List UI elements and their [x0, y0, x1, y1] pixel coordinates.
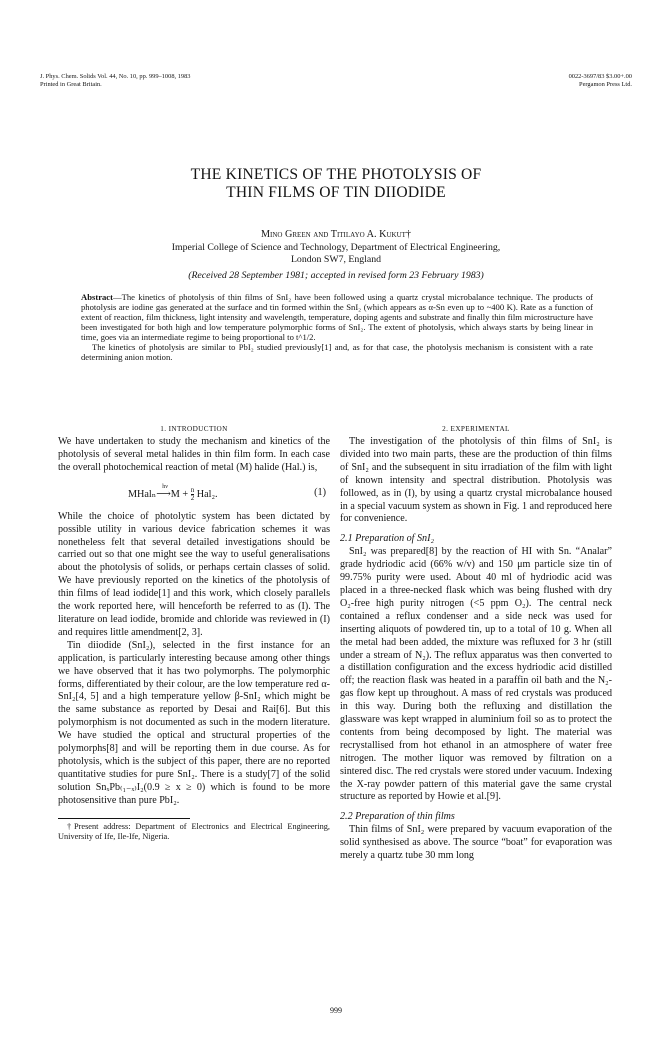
left-column [58, 424, 330, 842]
intro-paragraph-3: Tin diiodide (SnI₂), selected in the first instance for an application, is particularly interesting because among other things we have observed that it has two polymorphs. The polymorphic forms, differentiated by their colour, are the low temperature red α-SnI₂[4, 5] and a high temperature yellow β-SnI₂ which might be the same substance as reported by Desai and Rai[6]. But this polymorphism is not documented as such in the modern literature. We have studied the optical and structural properties of the polymorphs[8] and will be reporting them in due course. As for photolysis, which is the subject of this paper, there are no reported quantitative studies for pure SnI₂. There is a study[7] of the solid solution SnₓPb₍₁₋ₓ₎I₂(0.9 ≥ x ≥ 0) which is found to be more photosensitive than pure PbI₂. [58, 639, 330, 806]
reaction-arrow: hν ⟶ [156, 489, 171, 502]
article-code: 0022-3697/83 $3.00+.00 [568, 73, 632, 80]
equation-lhs: MHalₙ [128, 488, 157, 500]
received-dates: (Received 28 September 1981; accepted in revised form 23 February 1983) [188, 270, 484, 281]
equation-body [128, 483, 218, 502]
affiliation-line-2: London SW7, England [290, 254, 382, 265]
section-heading-introduction: 1. INTRODUCTION [160, 425, 228, 433]
subsection-heading-2-2: 2.2 Preparation of thin films [340, 811, 455, 823]
preparation-paragraph: SnI₂ was prepared[8] by the reaction of HI with Sn. “Analar” grade hydriodic acid (66% w/v) and 150 μm particle size tin of 99.75% purity were used. About 40 ml of hydriodic acid was placed in a three-necked flask which was being flushed with dry O₂-free high purity nitrogen (<5 ppm O₂). The central neck contained a reflux condenser and a side neck was used for inserting aliquots of powdered tin, up to a total of 10 g. When all the metal had been added, the mixture was refluxed for 3 hr (still under a stream of N₂). The reflux apparatus was then converted to a distillation configuration and the excess hydriodic acid distilled off; the reaction flask was heated in a paraffin oil bath and the N₂-gas flow kept up throughout. A mass of red crystals was produced in this way. During both the refluxing and distillation the glassware was kept wrapped in aluminium foil so as to protect the contents from being decomposed by light. The material was recrystallised from hot ethanol in an atmosphere of water free nitrogen. The mother liquor was removed by filtration on a sintered disc. The red crystals were stored under vacuum. Indexing the X-ray powder pattern of this material gave the same crystal structure as reported by Howie et al.[9]. [340, 546, 612, 803]
fraction-numerator: n [190, 485, 195, 494]
thin-films-paragraph: Thin films of SnI₂ were prepared by vacuum evaporation of the solid synthesised as above. The source “boat” for evaporation was merely a quartz tube 30 mm long [340, 824, 612, 862]
printed-location: Printed in Great Britain. [40, 81, 102, 89]
title-line-2: THIN FILMS OF TIN DIIODIDE [226, 184, 446, 201]
title-line-1: THE KINETICS OF THE PHOTOLYSIS OF [190, 166, 482, 183]
running-header-left [40, 73, 191, 90]
equation-number: (1) [314, 486, 326, 498]
author-list: Mino Green and Titilayo A. Kukut† [260, 229, 412, 240]
equation-halogen: Hal₂. [196, 488, 218, 500]
abstract-paragraph-2: The kinetics of photolysis are similar to PbI₂ studied previously[1] and, as for that case, the photolysis mechanism is consistent with a rate determining anion motion. [81, 341, 593, 362]
abstract-paragraph-1 [81, 293, 593, 343]
abstract-text-1: —The kinetics of photolysis of thin films of SnI₂ have been followed using a quartz crystal microbalance technique. The products of photolysis are iodine gas generated at the surface and tin formed within the SnI₂ (which appears as α-Sn even up to ~400 K). Rate as a function of extent of reaction, film thickness, light intensity and wavelength, temperature, doping agents and substrate and finally thin film microstructure have been investigated for both high and low temperature polymorphic forms of SnI₂. The extent of photolysis, which always starts by being linear in time, goes via an intermediate regime to being proportional to t^1/2. [81, 292, 593, 342]
intro-paragraph-2: While the choice of photolytic system has been dictated by possible utility in various device fabrication schemes it was nonetheless felt that several detailed investigations should be carried out so that one might see the way to useful generalisations about the photolysis of solids, or perhaps certain classes of solid. We have previously reported on the kinetics of the photolysis of thin films of lead iodide[1] and this work, which closely parallels the work reported here, will henceforth be referred to as (I). The literature on lead iodide, bromide and chloride was reviewed in (I) and requires little amendment[2, 3]. [58, 510, 330, 638]
paper-title [0, 166, 672, 202]
photon-label: hν [162, 483, 168, 490]
abstract-label: Abstract [81, 292, 113, 302]
page-number: 999 [330, 1006, 342, 1015]
intro-paragraph-1: We have undertaken to study the mechanism and kinetics of the photolysis of several metal halides in thin film form. In each case the overall photochemical reaction of metal (M) halide (Hal.) is, [58, 436, 330, 473]
equation-1 [58, 477, 330, 507]
footnote-rule [58, 818, 190, 819]
right-column [340, 424, 612, 863]
fraction-denominator: 2 [190, 493, 195, 502]
section-heading-experimental: 2. EXPERIMENTAL [442, 425, 510, 433]
experimental-paragraph: The investigation of the photolysis of thin films of SnI₂ is divided into two main parts, these are the production of thin films of SnI₂ and the subsequent in situ irradiation of the film with light of known intensity and spectral distribution. Photolysis was followed, as in (I), by using a quartz crystal microbalance housed in a special vacuum system as shown in Fig. 1 and reproduced here for convenience. [340, 436, 612, 525]
abstract [81, 293, 593, 363]
footnote: †Present address: Department of Electronics and Electrical Engineering, University of Ife, Ile-Ife, Nigeria. [58, 821, 330, 841]
running-header-right [569, 73, 632, 90]
equation-metal: M + [170, 488, 189, 500]
affiliation-line-1: Imperial College of Science and Technology, Department of Electrical Engineering, [171, 242, 501, 253]
subsection-heading-2-1: 2.1 Preparation of SnI₂ [340, 533, 434, 545]
publisher: Pergamon Press Ltd. [579, 81, 632, 89]
equation-fraction [191, 487, 195, 502]
affiliation [0, 242, 672, 266]
journal-citation: J. Phys. Chem. Solids Vol. 44, No. 10, pp. 999–1008, 1983 [40, 73, 191, 80]
